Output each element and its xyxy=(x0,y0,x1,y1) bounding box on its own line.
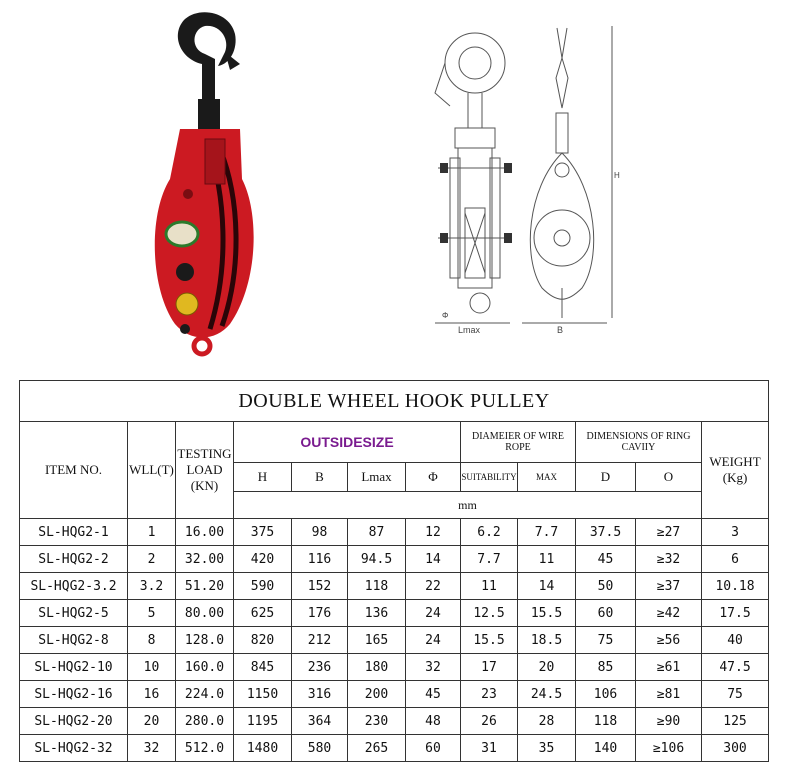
cell-item: SL-HQG2-8 xyxy=(20,627,128,654)
cell-weight: 17.5 xyxy=(702,600,769,627)
cell-load: 16.00 xyxy=(176,519,234,546)
cell-d: 140 xyxy=(576,735,636,762)
cell-suit: 6.2 xyxy=(461,519,518,546)
cell-load: 280.0 xyxy=(176,708,234,735)
table-row xyxy=(20,519,769,546)
cell-max: 35 xyxy=(518,735,576,762)
cell-wll: 1 xyxy=(128,519,176,546)
cell-suit: 31 xyxy=(461,735,518,762)
bolt xyxy=(176,263,194,281)
cell-max: 11 xyxy=(518,546,576,573)
cell-lmax: 230 xyxy=(348,708,406,735)
cell-item: SL-HQG2-10 xyxy=(20,654,128,681)
header-lmax: Lmax xyxy=(348,463,406,492)
cell-suit: 12.5 xyxy=(461,600,518,627)
cell-weight: 300 xyxy=(702,735,769,762)
cell-h: 625 xyxy=(234,600,292,627)
header-weight: WEIGHT (Kg) xyxy=(702,422,769,519)
spec-table xyxy=(19,380,769,762)
pulley-photo xyxy=(130,4,280,360)
cell-d: 75 xyxy=(576,627,636,654)
cell-suit: 26 xyxy=(461,708,518,735)
cell-h: 845 xyxy=(234,654,292,681)
cell-suit: 7.7 xyxy=(461,546,518,573)
cell-item: SL-HQG2-1 xyxy=(20,519,128,546)
label-phi: Φ xyxy=(442,311,449,320)
cell-wll: 16 xyxy=(128,681,176,708)
header-wll: WLL(T) xyxy=(128,422,176,519)
cell-d: 106 xyxy=(576,681,636,708)
table-row xyxy=(20,573,769,600)
cell-h: 375 xyxy=(234,519,292,546)
table-body xyxy=(20,519,769,762)
cell-lmax: 200 xyxy=(348,681,406,708)
cell-load: 128.0 xyxy=(176,627,234,654)
cell-weight: 3 xyxy=(702,519,769,546)
header-outside-size: OUTSIDESIZE xyxy=(234,422,461,463)
cell-load: 224.0 xyxy=(176,681,234,708)
cell-load: 80.00 xyxy=(176,600,234,627)
table-row xyxy=(20,600,769,627)
header-h: H xyxy=(234,463,292,492)
cell-weight: 47.5 xyxy=(702,654,769,681)
cell-o: ≥81 xyxy=(636,681,702,708)
cell-wll: 8 xyxy=(128,627,176,654)
cell-d: 45 xyxy=(576,546,636,573)
cell-suit: 11 xyxy=(461,573,518,600)
cell-max: 14 xyxy=(518,573,576,600)
cell-lmax: 94.5 xyxy=(348,546,406,573)
drawing-side-view xyxy=(512,18,632,338)
cell-wll: 20 xyxy=(128,708,176,735)
cell-phi: 32 xyxy=(406,654,461,681)
bottom-ring xyxy=(194,338,210,354)
table-row xyxy=(20,627,769,654)
header-suitability: SUITABILITY xyxy=(461,463,518,492)
brand-sticker xyxy=(166,222,198,246)
cell-max: 18.5 xyxy=(518,627,576,654)
header-phi: Φ xyxy=(406,463,461,492)
cell-phi: 22 xyxy=(406,573,461,600)
cell-load: 160.0 xyxy=(176,654,234,681)
hook-shape xyxy=(178,12,236,114)
bolt xyxy=(183,189,193,199)
cell-item: SL-HQG2-5 xyxy=(20,600,128,627)
cell-max: 20 xyxy=(518,654,576,681)
cell-b: 212 xyxy=(292,627,348,654)
cell-wll: 32 xyxy=(128,735,176,762)
cell-o: ≥42 xyxy=(636,600,702,627)
cell-item: SL-HQG2-20 xyxy=(20,708,128,735)
cell-lmax: 165 xyxy=(348,627,406,654)
cell-max: 7.7 xyxy=(518,519,576,546)
cell-lmax: 180 xyxy=(348,654,406,681)
cell-o: ≥106 xyxy=(636,735,702,762)
cell-h: 820 xyxy=(234,627,292,654)
cell-b: 364 xyxy=(292,708,348,735)
cell-d: 50 xyxy=(576,573,636,600)
cell-weight: 125 xyxy=(702,708,769,735)
cell-suit: 23 xyxy=(461,681,518,708)
cell-weight: 6 xyxy=(702,546,769,573)
gold-label xyxy=(176,293,198,315)
cell-item: SL-HQG2-2 xyxy=(20,546,128,573)
header-item-no: ITEM NO. xyxy=(20,422,128,519)
cell-suit: 17 xyxy=(461,654,518,681)
header-dimensions-ring-cavity: DIMENSIONS OF RING CAVIIY xyxy=(576,422,702,463)
cell-item: SL-HQG2-16 xyxy=(20,681,128,708)
drawing-front-view xyxy=(420,18,525,338)
table-row xyxy=(20,654,769,681)
cell-lmax: 118 xyxy=(348,573,406,600)
cell-lmax: 87 xyxy=(348,519,406,546)
cell-b: 176 xyxy=(292,600,348,627)
cell-phi: 24 xyxy=(406,600,461,627)
cell-phi: 12 xyxy=(406,519,461,546)
table-row xyxy=(20,735,769,762)
header-unit-mm: mm xyxy=(234,492,702,519)
cell-load: 51.20 xyxy=(176,573,234,600)
cell-h: 1150 xyxy=(234,681,292,708)
header-b: B xyxy=(292,463,348,492)
header-d: D xyxy=(576,463,636,492)
table-row xyxy=(20,546,769,573)
cell-d: 60 xyxy=(576,600,636,627)
label-b: B xyxy=(557,325,564,335)
cell-max: 24.5 xyxy=(518,681,576,708)
header-diameter-wire-rope: DIAMEIER OF WIRE ROPE xyxy=(461,422,576,463)
cell-suit: 15.5 xyxy=(461,627,518,654)
table-title: DOUBLE WHEEL HOOK PULLEY xyxy=(20,381,769,422)
cell-wll: 10 xyxy=(128,654,176,681)
header-testing-load: TESTING LOAD (KN) xyxy=(176,422,234,519)
cell-d: 118 xyxy=(576,708,636,735)
cell-o: ≥56 xyxy=(636,627,702,654)
cell-max: 15.5 xyxy=(518,600,576,627)
cell-o: ≥32 xyxy=(636,546,702,573)
table-row xyxy=(20,681,769,708)
cell-o: ≥61 xyxy=(636,654,702,681)
cell-d: 37.5 xyxy=(576,519,636,546)
cell-h: 1195 xyxy=(234,708,292,735)
cell-phi: 48 xyxy=(406,708,461,735)
cell-b: 116 xyxy=(292,546,348,573)
cell-item: SL-HQG2-3.2 xyxy=(20,573,128,600)
cell-weight: 40 xyxy=(702,627,769,654)
cell-weight: 10.18 xyxy=(702,573,769,600)
cell-b: 580 xyxy=(292,735,348,762)
cell-load: 512.0 xyxy=(176,735,234,762)
cell-b: 152 xyxy=(292,573,348,600)
cell-d: 85 xyxy=(576,654,636,681)
cell-phi: 24 xyxy=(406,627,461,654)
label-h: H xyxy=(614,171,620,180)
cell-wll: 3.2 xyxy=(128,573,176,600)
cell-h: 1480 xyxy=(234,735,292,762)
cell-h: 420 xyxy=(234,546,292,573)
cell-phi: 14 xyxy=(406,546,461,573)
header-o: O xyxy=(636,463,702,492)
cell-item: SL-HQG2-32 xyxy=(20,735,128,762)
cell-wll: 2 xyxy=(128,546,176,573)
cell-max: 28 xyxy=(518,708,576,735)
label-lmax: Lmax xyxy=(458,325,481,335)
cell-b: 316 xyxy=(292,681,348,708)
cell-b: 98 xyxy=(292,519,348,546)
table-row xyxy=(20,708,769,735)
cell-lmax: 136 xyxy=(348,600,406,627)
cell-lmax: 265 xyxy=(348,735,406,762)
cell-h: 590 xyxy=(234,573,292,600)
cell-wll: 5 xyxy=(128,600,176,627)
cell-phi: 60 xyxy=(406,735,461,762)
cell-o: ≥90 xyxy=(636,708,702,735)
header-max: MAX xyxy=(518,463,576,492)
cell-load: 32.00 xyxy=(176,546,234,573)
cell-o: ≥37 xyxy=(636,573,702,600)
cell-b: 236 xyxy=(292,654,348,681)
cell-phi: 45 xyxy=(406,681,461,708)
cell-o: ≥27 xyxy=(636,519,702,546)
cell-weight: 75 xyxy=(702,681,769,708)
